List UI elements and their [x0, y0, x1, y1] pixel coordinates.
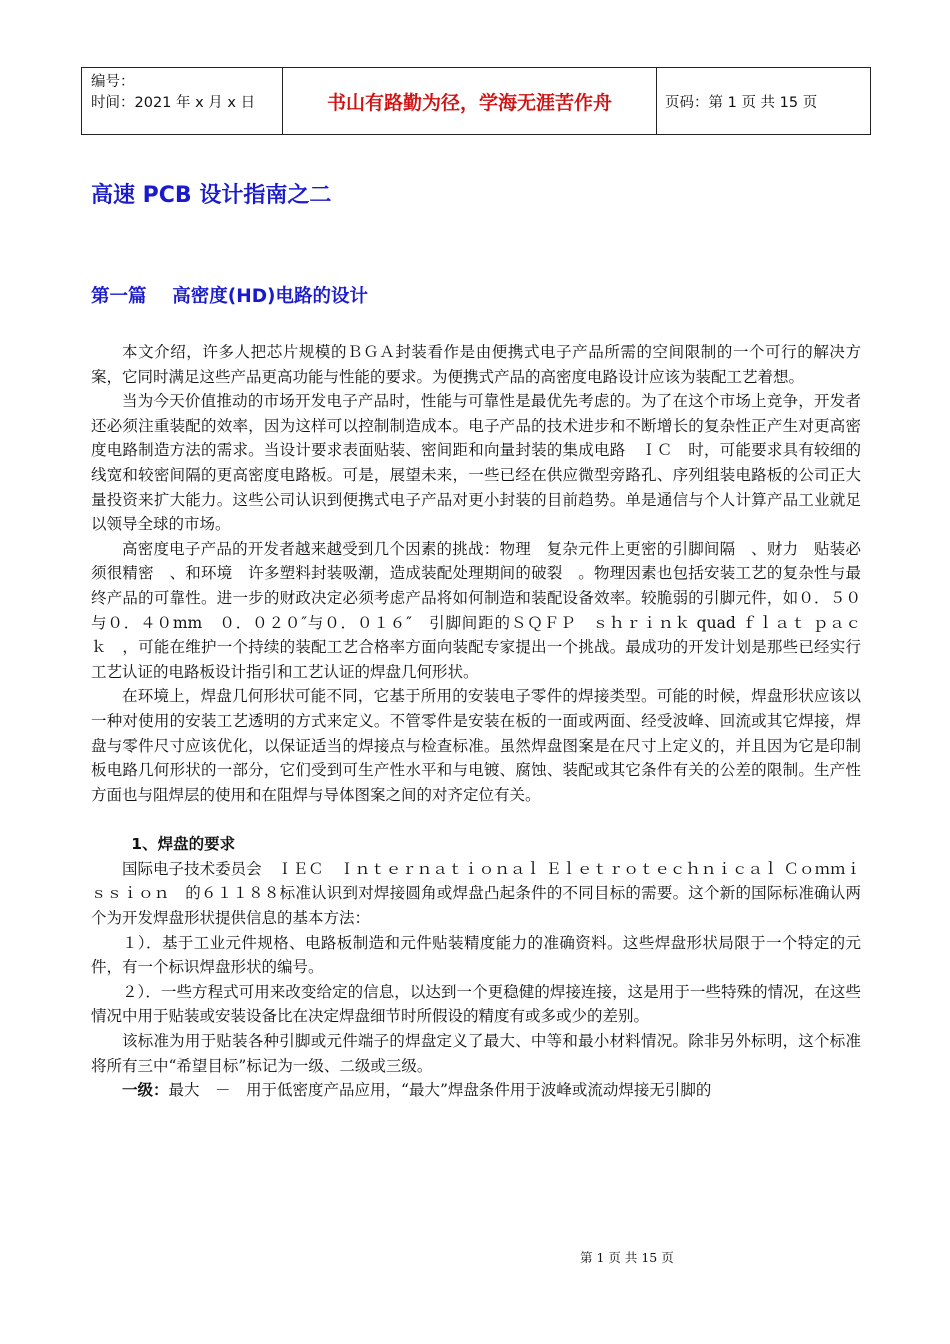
header-motto: 书山有路勤为径，学海无涯苦作舟	[283, 68, 657, 134]
level-one-label: 一级：	[122, 1081, 169, 1100]
list-item: １）．基于工业元件规格、电路板制造和元件贴装精度能力的准确资料。这些焊盘形状局限于一个特定的元件，有一个标识焊盘形状的编号。	[91, 933, 861, 977]
header-table	[81, 67, 871, 135]
header-page-info: 页码：第 1 页 共 15 页	[665, 94, 818, 111]
chapter-title: 第一篇 高密度(HD)电路的设计	[91, 286, 369, 307]
paragraph: 在环境上，焊盘几何形状可能不同，它基于所用的安装电子零件的焊接类型。可能的时候，焊盘形状应该以一种对使用的安装工艺透明的方式来定义。不管零件是安装在板的一面或两面、经受波峰、回流或其它焊接，焊盘与零件尺寸应该优化，以保证适当的焊接点与检查标准。虽然焊盘图案是在尺寸上定义的，并且因为它是印制板电路几何形状的一部分，它们受到可生产性水平和与电镀、腐蚀、装配或其它条件有关的公差的限制。生产性方面也与阻焊层的使用和在阻焊与导体图案之间的对齐定位有关。	[91, 687, 861, 804]
number-label: 编号：	[91, 74, 135, 90]
header-meta-cell	[82, 68, 283, 134]
level-one-paragraph	[91, 1078, 861, 1103]
list-item: ２）．一些方程式可用来改变给定的信息，以达到一个更稳健的焊接连接，这是用于一些特殊的情况，在这些情况中用于贴装或安装设备比在决定焊盘细节时所假设的精度有或多或少的差别。	[91, 982, 861, 1026]
document-body	[91, 340, 861, 1103]
paragraph: 国际电子技术委员会 ＩＥＣ Ｉｎｔｅｒｎａｔｉｏｎａｌ Ｅｌｅｔｒｏｔｅｃｈｎｉｃａｌ Ｃｏｍｍｉｓｓｉｏｎ 的６１１８８标准认识到对焊接圆角或焊盘凸起条件的不同目标的需要。这个新的国际标准确认两个为开发焊盘形状提供信息的基本方法：	[91, 859, 861, 928]
paragraph: 该标准为用于贴装各种引脚或元件端子的焊盘定义了最大、中等和最小材料情况。除非另外标明，这个标准将所有三中“希望目标”标记为一级、二级或三级。	[91, 1032, 861, 1075]
page-footer: 第 1 页 共 15 页	[580, 1250, 674, 1265]
document-title: 高速 PCB 设计指南之二	[91, 183, 332, 208]
paragraph: 本文介绍，许多人把芯片规模的ＢＧＡ封装看作是由便携式电子产品所需的空间限制的一个可行的解决方案，它同时满足这些产品更高功能与性能的要求。为便携式产品的高密度电路设计应该为装配工艺着想。	[91, 343, 861, 386]
time-label: 时间：2021 年 x 月 x 日	[91, 95, 256, 111]
paragraph: 当为今天价值推动的市场开发电子产品时，性能与可靠性是最优先考虑的。为了在这个市场上竞争，开发者还必须注重装配的效率，因为这样可以控制制造成本。电子产品的技术进步和不断增长的复杂性正产生对更高密度电路制造方法的需求。当设计要求表面贴装、密间距和向量封装的集成电路 ＩＣ 时，可能要求具有较细的线宽和较密间隔的更高密度电路板。可是，展望未来，一些已经在供应微型旁路孔、序列组装电路板的公司正大量投资来扩大能力。这些公司认识到便携式电子产品对更小封装的目前趋势。单是通信与个人计算产品工业就足以领导全球的市场。	[91, 392, 861, 534]
paragraph: 高密度电子产品的开发者越来越受到几个因素的挑战：物理 复杂元件上更密的引脚间隔 、财力 贴装必须很精密 、和环境 许多塑料封装吸潮，造成装配处理期间的破裂 。物理因素也包括安装工艺的复杂性与最终产品的可靠性。进一步的财政决定必须考虑产品将如何制造和装配设备效率。较脆弱的引脚元件，如０．５０与０．４０mm ０．０２０″与０．０１６″ 引脚间距的ＳＱＦＰ ｓｈｒｉｎｋ quad ｆｌａｔ ｐａｃｋ ，可能在维护一个持续的装配工艺合格率方面向装配专家提出一个挑战。最成功的开发计划是那些已经实行工艺认证的电路板设计指引和工艺认证的焊盘几何形状。	[91, 539, 861, 681]
section-heading: 1、焊盘的要求	[131, 835, 236, 854]
level-one-text: 最大 － 用于低密度产品应用，“最大”焊盘条件用于波峰或流动焊接无引脚的	[168, 1081, 712, 1100]
